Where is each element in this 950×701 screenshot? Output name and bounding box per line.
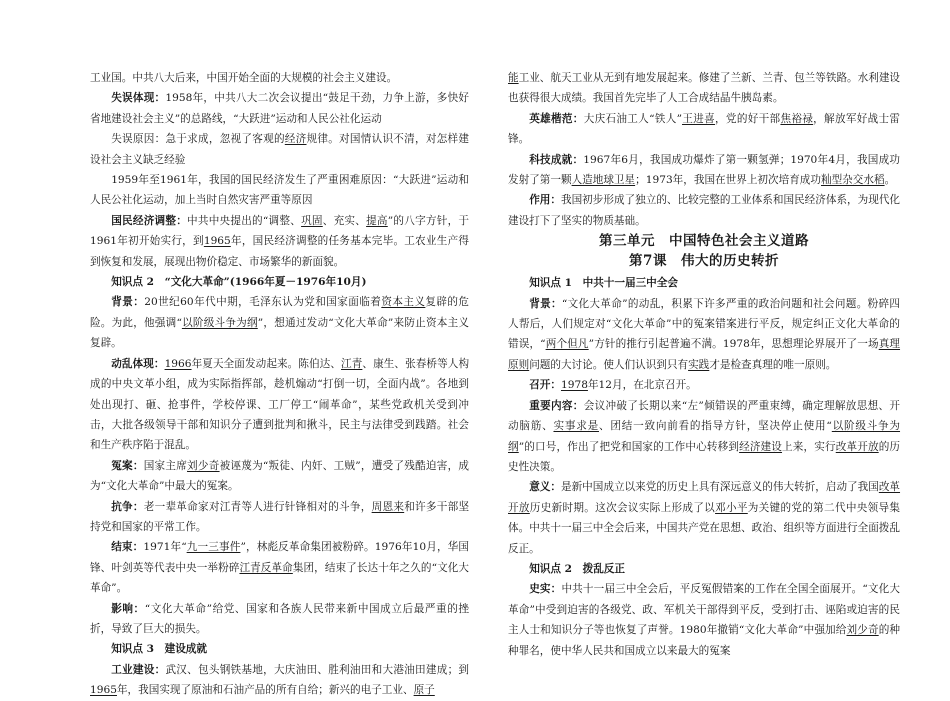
heading-knowledge-point-1: 知识点 1 中共十一届三中全会 [529, 277, 678, 290]
injustice-label: 冤案： [111, 459, 144, 472]
paragraph-industrial-construction: 工业建设：武汉、包头钢铁基地，大庆油田、胜利油田和大港油田建成；到1965年，我国实现了原油和石油产品的所有自给；新兴的电子工业、原子 [90, 663, 470, 697]
mistake-label: 失误体现： [111, 92, 166, 105]
paragraph-mistake-reason: 失误原因：急于求成，忽视了客观的经济规律。对国情认识不清，对怎样建设社会主义缺乏经验 [90, 133, 470, 166]
impact-label: 影响： [111, 602, 145, 615]
right-column [508, 68, 900, 661]
paragraph-science: 科技成就：1967年6月，我国成功爆炸了第一颗氢弹；1970年4月，我国成功发射了第一颗人造地球卫星；1973年，我国在世界上初次培育成功籼型杂交水稻。 [508, 153, 901, 187]
paragraph-industry: 工业国。中共八大后来，中国开始全面的大规模的社会主义建设。 [90, 72, 398, 84]
paragraph-historical-facts: 史实：中共十一届三中全会后，平反冤假错案的工作在全国全面展开。“文化大革命”中受到迫害的各级党、政、军机关干部得到平反，受到打击、诬陷或迫害的民主人士和知识分子等也恢复了声誉。1980年撤销“文化大革命”中强加给刘少奇的种种罪名，使中华人民共和国成立以来最大的冤案 [508, 583, 901, 657]
paragraph-turmoil: 动乱体现：1966年夏天全面发动起来。陈伯达、江青、康生、张春桥等人构成的中央文革小组，成为实际指挥部，趁机煽动“打倒一切，全面内战”。各地到处出现打、砸、抢事件，学校停课、工厂停工“闹革命”，某些党政机关受到冲击，大批各级领导干部和知识分子遭到批判和揪斗，民主与法律受到践踏。社会和生产秩序陷于混乱。 [90, 357, 470, 452]
paragraph-impact: 影响：“文化大革命”给党、国家和各族人民带来新中国成立后最严重的挫折，导致了巨大的损失。 [90, 602, 469, 635]
paragraph-adjustment: 国民经济调整：中共中央提出的“调整、巩固、充实、提高”的八字方针，于1961年初开始实行，到1965年，国民经济调整的任务基本完毕。工农业生产得到恢复和发展，展现出物价稳定、市场繁华的新面貌。 [90, 214, 470, 268]
paragraph-plenum-background: 背景：“文化大革命”的动乱，积累下许多严重的政治问题和社会问题。粉碎四人帮后，人们规定对“文化大革命”中的冤案错案进行平反，规定纠正文化大革命的错误，“两个但凡”方针的推行引起普遍不满。1978年，思想理论界展开了一场真理原则问题的大讨论。使人们认识到只有实践才是检查真理的唯一原则。 [508, 297, 901, 371]
paragraph-injustice: 冤案：国家主席刘少奇被诬蔑为“叛徒、内奸、工贼”，遭受了残酷迫害，成为“文化大革命”中最大的冤案。 [90, 459, 470, 493]
left-column [90, 68, 469, 701]
paragraph-end: 结束：1971年“九一三事件”，林彪反革命集团被粉碎。1976年10月，华国锋、叶剑英等代表中央一举粉碎江青反革命集团，结束了长达十年之久的“文化大革命”。 [90, 541, 470, 595]
unit-title: 第三单元 中国特色社会主义道路 [599, 233, 809, 250]
effect-label: 作用： [529, 194, 561, 207]
turmoil-label: 动乱体现： [111, 357, 165, 370]
paragraph-heroes: 英雄楷范：大庆石油工人“铁人”王进喜，党的好干部焦裕禄，解放军好战士雷锋。 [508, 112, 901, 146]
paragraph-background: 背景：20世纪60年代中期，毛泽东认为党和国家面临着资本主义复辟的危险。为此，他强调“以阶级斗争为纲”，想通过发动“文化大革命”来防止资本主义复辟。 [90, 296, 470, 350]
convened-label: 召开： [529, 379, 561, 392]
paragraph-nuclear-industry: 能工业、航天工业从无到有地发展起来。修建了兰新、兰青、包兰等铁路。水利建设也获得很大成绩。我国首先完毕了人工合成结晶牛胰岛素。 [508, 72, 901, 105]
significance-label: 意义： [529, 481, 561, 494]
industry-label: 工业建设： [111, 663, 166, 676]
paragraph-effect: 作用：我国初步形成了独立的、比较完整的工业体系和国民经济体系，为现代化建设打下了坚实的物质基础。 [508, 194, 901, 227]
heroes-label: 英雄楷范： [529, 112, 584, 125]
key-content-label: 重要内容： [529, 399, 584, 412]
paragraph-significance: 意义：是新中国成立以来党的历史上具有深远意义的伟大转折，启动了我国改革开放历史新时期。这次会议实际上形成了以邓小平为关键的党的第二代中央领导集体。中共十一届三中全会后来，中国共产党在思想、政治、组织等方面进行全面拨乱反正。 [508, 481, 901, 555]
facts-label: 史实： [529, 583, 562, 596]
heading-knowledge-point-3: 知识点 3 建设成就 [111, 643, 207, 656]
resistance-label: 抗争： [111, 500, 144, 513]
background-label: 背景： [529, 297, 562, 310]
paragraph-mistake: 失误体现：1958年，中共八大二次会议提出“鼓足干劲，力争上游，多快好省地建设社会主义”的总路线，“大跃进”运动和人民公社化运动 [90, 92, 470, 125]
background-label: 背景： [111, 296, 145, 309]
heading-knowledge-point-2-right: 知识点 2 拨乱反正 [529, 562, 625, 575]
paragraph-convened: 召开：1978年12月，在北京召开。 [529, 379, 697, 392]
paragraph-difficulty: 1959年至1961年，我国的国民经济发生了严重困难原因：“大跃进”运动和人民公社化运动，加上当时自然灾害严重等原因 [90, 174, 469, 207]
science-label: 科技成就： [529, 153, 584, 166]
paragraph-key-content: 重要内容：会议冲破了长期以来“左”倾错误的严重束缚，确定理解放思想、开动脑筋、实事求是、团结一致向前看的指导方针，坚决停止使用“以阶级斗争为纲”的口号，作出了把党和国家的工作中心转移到经济建设上来，实行改革开放的历史性决策。 [508, 399, 901, 473]
heading-knowledge-point-2: 知识点 2 “文化大革命”(1966年夏－1976年10月) [111, 276, 367, 289]
lesson-title: 第7课 伟大的历史转折 [629, 253, 779, 270]
end-label: 结束： [111, 541, 144, 554]
paragraph-resistance: 抗争：老一辈革命家对江青等人进行针锋相对的斗争，周恩来和许多干部坚持党和国家的平常工作。 [90, 500, 470, 533]
adjustment-label: 国民经济调整： [111, 214, 188, 227]
